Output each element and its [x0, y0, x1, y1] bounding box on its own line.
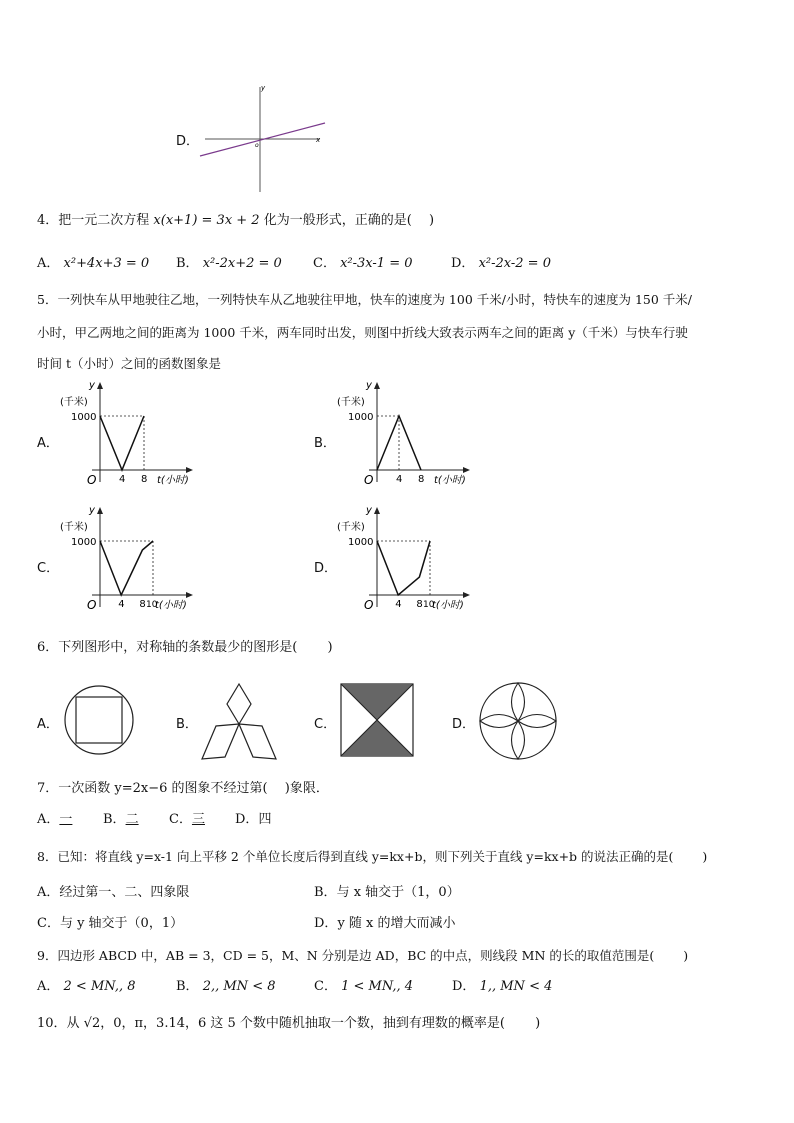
origin-label: o: [255, 142, 259, 149]
y-axis-label: y: [89, 380, 95, 391]
q7-option-b: [103, 812, 139, 828]
option-label: C．: [37, 916, 60, 931]
option-label: A．: [37, 812, 60, 827]
option-label: D．: [452, 979, 476, 994]
origin-label: O: [364, 598, 374, 612]
x-tick-8: 8: [418, 474, 425, 485]
option-label: C．: [169, 812, 192, 827]
y-tick-1000: 1000: [348, 412, 374, 423]
q9-option-b: [176, 979, 276, 995]
q6-option-a-label: A．: [37, 717, 59, 732]
q4-option-c: [313, 256, 413, 272]
option-text: y 随 x 的增大而减小: [337, 916, 456, 931]
option-text: 经过第一、二、四象限: [59, 885, 190, 900]
y-tick-1000: 1000: [348, 537, 374, 548]
q5-graph-a: [60, 380, 210, 495]
option-label: A．: [37, 979, 60, 994]
q6-option-c-label: C．: [314, 717, 337, 732]
q9-option-c: [314, 979, 413, 995]
option-text: x²-2x-2 = 0: [478, 256, 551, 271]
option-text: 1,, MN < 4: [479, 979, 553, 994]
x-axis-arrow: [463, 467, 470, 473]
option-label: B．: [176, 256, 199, 271]
option-text: 2 < MN,, 8: [63, 979, 136, 994]
q4-option-d: [451, 256, 551, 272]
y-unit-label: (千米): [337, 522, 365, 533]
y-axis-arrow: [97, 507, 103, 514]
option-text: 2,, MN < 8: [202, 979, 276, 994]
q7-option-d: [235, 812, 271, 828]
q5-stem-line1: 5．一列快车从甲地驶往乙地，一列特快车从乙地驶往甲地，快车的速度为 100 千米/小时，特快车的速度为 150 千米/: [37, 292, 692, 307]
option-text: 四: [258, 812, 272, 827]
t-axis-label: t(小时): [434, 475, 466, 486]
q4-stem-prefix: 4．把一元二次方程: [37, 213, 150, 228]
option-label: A．: [37, 256, 60, 271]
t-axis-label: t(小时): [157, 475, 189, 486]
q6-figure-b-rhombi: [200, 683, 278, 761]
y-tick-1000: 1000: [71, 412, 97, 423]
q6-stem: 6．下列图形中，对称轴的条数最少的图形是( ): [37, 640, 333, 655]
t-axis-label: t(小时): [432, 600, 464, 611]
x-axis-arrow: [186, 467, 193, 473]
q5-graph-b: [337, 380, 487, 495]
distance-polyline: [100, 541, 153, 595]
q10-stem: 10．从 √2，0，π，3.14，6 这 5 个数中随机抽取一个数，抽到有理数的概率是( ): [37, 1016, 541, 1031]
axis-y-label: y: [261, 84, 266, 92]
option-text: 二: [125, 812, 139, 827]
option-label: B．: [176, 979, 199, 994]
y-axis-label: y: [89, 505, 95, 516]
origin-label: O: [364, 473, 374, 487]
option-label: A．: [37, 885, 60, 900]
x-tick-8: 8: [141, 474, 148, 485]
q4-stem-suffix: 化为一般形式，正确的是( ): [263, 213, 435, 228]
origin-label: O: [87, 473, 97, 487]
option-text: 与 x 轴交于（1，0）: [336, 885, 460, 900]
q4-option-b: [176, 256, 282, 272]
distance-polyline: [100, 416, 144, 470]
y-axis-label: y: [366, 380, 372, 391]
y-tick-1000: 1000: [71, 537, 97, 548]
q9-option-a: [37, 979, 135, 995]
y-axis-label: y: [366, 505, 372, 516]
option-label: D．: [451, 256, 475, 271]
q8-option-b: [314, 885, 460, 901]
q6-figure-c-shaded-square: [340, 683, 414, 757]
option-text: x²-2x+2 = 0: [202, 256, 282, 271]
x-axis-arrow: [463, 592, 470, 598]
q8-stem: 8．已知：将直线 y=x-1 向上平移 2 个单位长度后得到直线 y=kx+b，则下列关于直线 y=kx+b 的说法正确的是( ): [37, 849, 708, 864]
option-label: B．: [314, 885, 337, 900]
option-text: 三: [191, 812, 205, 827]
q6-option-b-label: B．: [176, 717, 198, 732]
x-tick-10: 10: [146, 600, 158, 610]
q7-stem: 7．一次函数 y=2x−6 的图象不经过第( )象限．: [37, 781, 329, 796]
q8-option-d: [314, 916, 456, 932]
x-tick-10: 10: [423, 600, 435, 610]
x-tick-8: 8: [139, 599, 146, 610]
q5-graph-c: [60, 505, 210, 620]
distance-polyline: [377, 541, 430, 595]
option-label: B．: [103, 812, 126, 827]
q4-stem: [37, 213, 434, 229]
option-text: 与 y 轴交于（0，1）: [59, 916, 184, 931]
q5-graph-d: [337, 505, 487, 620]
origin-label: O: [87, 598, 97, 612]
y-unit-label: (千米): [337, 397, 365, 408]
q6-figure-d-circle-petals: [478, 681, 558, 761]
x-tick-4: 4: [119, 474, 126, 485]
q7-option-a: [37, 812, 72, 828]
y-axis-arrow: [97, 382, 103, 389]
t-axis-label: t(小时): [155, 600, 187, 611]
q4-option-a: [37, 256, 149, 272]
x-tick-4: 4: [395, 599, 402, 610]
y-axis-arrow: [374, 382, 380, 389]
option-text: x²+4x+3 = 0: [63, 256, 150, 271]
q4-equation: x(x+1) = 3x + 2: [153, 213, 260, 228]
q5-option-c-label: C．: [37, 561, 60, 576]
q3-option-d-graph: [195, 82, 335, 197]
y-axis-arrow: [374, 507, 380, 514]
option-label: C．: [313, 256, 336, 271]
q5-option-a-label: A．: [37, 436, 59, 451]
x-axis-arrow: [186, 592, 193, 598]
q9-stem: 9．四边形 ABCD 中，AB = 3，CD = 5，M、N 分别是边 AD，BC 的中点，则线段 MN 的长的取值范围是( ): [37, 948, 689, 963]
option-text: 一: [59, 812, 73, 827]
q5-stem-line2: 小时，甲乙两地之间的距离为 1000 千米，两车同时出发，则图中折线大致表示两车之间的距离 y（千米）与快车行驶: [37, 325, 688, 340]
q8-option-a: [37, 885, 189, 901]
axis-x-label: x: [316, 136, 321, 144]
option-label: D．: [314, 916, 338, 931]
y-unit-label: (千米): [60, 397, 88, 408]
option-text: 1 < MN,, 4: [341, 979, 414, 994]
q5-option-b-label: B．: [314, 436, 336, 451]
option-label: D．: [235, 812, 259, 827]
x-tick-4: 4: [118, 599, 125, 610]
q5-stem-line3: 时间 t（小时）之间的函数图象是: [37, 356, 221, 371]
q3-option-d-label: D．: [176, 134, 200, 149]
x-tick-4: 4: [396, 474, 403, 485]
q5-option-d-label: D．: [314, 561, 338, 576]
option-text: x²-3x-1 = 0: [340, 256, 413, 271]
q9-option-d: [452, 979, 552, 995]
q8-option-c: [37, 916, 183, 932]
x-tick-8: 8: [416, 599, 423, 610]
q7-option-c: [169, 812, 205, 828]
q6-option-d-label: D．: [452, 717, 476, 732]
y-unit-label: (千米): [60, 522, 88, 533]
q6-figure-a-circle-square: [63, 684, 135, 756]
option-label: C．: [314, 979, 337, 994]
